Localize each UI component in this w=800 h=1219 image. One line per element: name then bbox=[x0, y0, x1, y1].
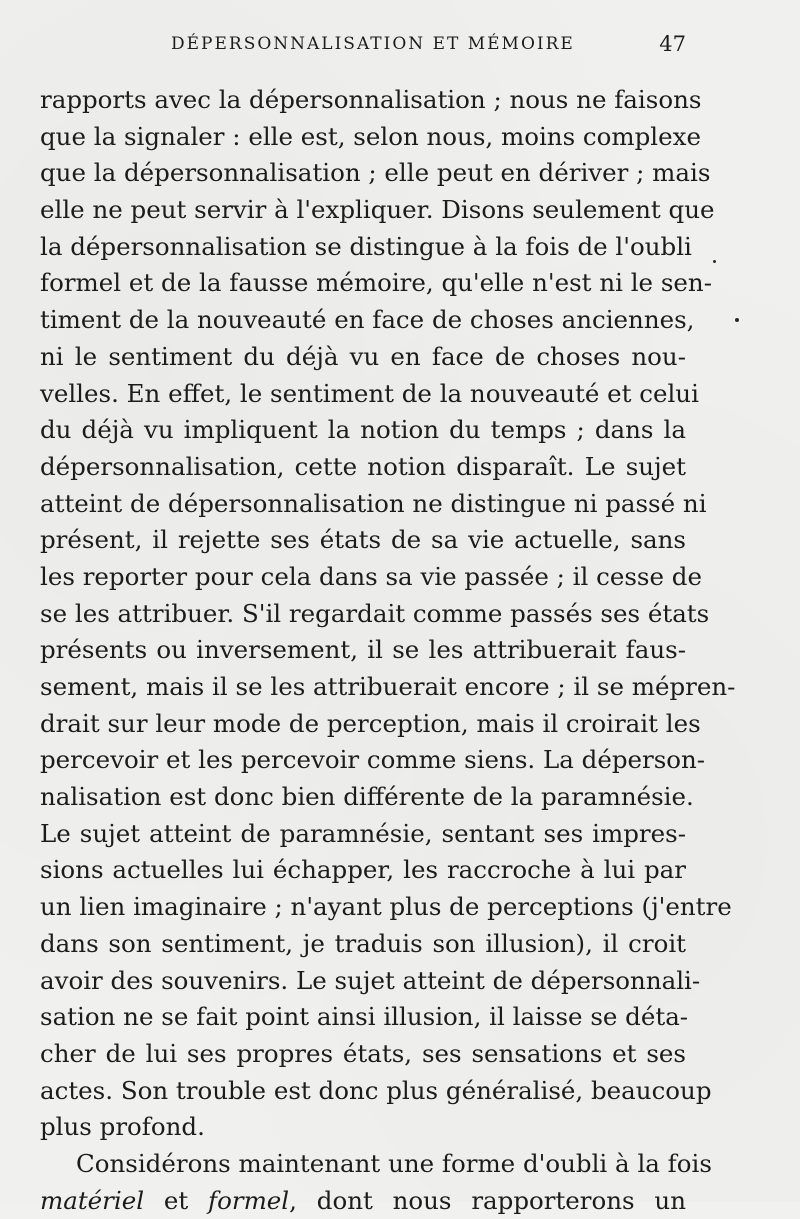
text-line: sation ne se fait point ainsi illusion, il laisse se déta- bbox=[40, 1002, 689, 1032]
text-line: que la signaler : elle est, selon nous, moins complexe bbox=[40, 121, 701, 151]
text-line: les reporter pour cela dans sa vie passée ; il cesse de bbox=[40, 561, 702, 591]
text-line: que la dépersonnalisation ; elle peut en dériver ; mais bbox=[40, 158, 711, 188]
text-line: avoir des souvenirs. Le sujet atteint de dépersonnali- bbox=[40, 965, 701, 995]
text-line: velles. En effet, le sentiment de la nouveauté et celui bbox=[40, 378, 699, 408]
text-line: atteint de dépersonnalisation ne distingue ni passé ni bbox=[40, 488, 707, 518]
text-fragment: , dont nous rapporterons un bbox=[289, 1185, 686, 1215]
running-head bbox=[40, 34, 686, 62]
text-line: présents ou inversement, il se les attribuerait faus- bbox=[40, 635, 686, 665]
text-line: se les attribuer. S'il regardait comme passés ses états bbox=[40, 598, 710, 628]
text-line: nalisation est donc bien différente de la paramnésie. bbox=[40, 782, 694, 812]
ink-speck bbox=[735, 318, 739, 322]
body-text bbox=[40, 82, 736, 1219]
running-title: DÉPERSONNALISATION ET MÉMOIRE bbox=[171, 34, 575, 54]
text-line: actes. Son trouble est donc plus généralisé, beaucoup bbox=[40, 1075, 712, 1105]
ink-speck bbox=[713, 260, 716, 263]
text-line: Le sujet atteint de paramnésie, sentant ses impres- bbox=[40, 818, 686, 848]
text-line: drait sur leur mode de perception, mais il croirait les bbox=[40, 708, 701, 738]
text-line: présent, il rejette ses états de sa vie actuelle, sans bbox=[40, 525, 686, 555]
paragraph-end-line: plus profond. bbox=[40, 1112, 205, 1142]
italic-term-materiel: matériel bbox=[40, 1185, 145, 1215]
italic-term-formel: formel bbox=[208, 1185, 290, 1215]
paragraph-start-line: Considérons maintenant une forme d'oubli à la fois bbox=[76, 1148, 712, 1178]
text-line: la dépersonnalisation se distingue à la fois de l'oubli bbox=[40, 231, 692, 261]
text-line: dans son sentiment, je traduis son illusion), il croit bbox=[40, 928, 686, 958]
text-line: elle ne peut servir à l'expliquer. Disons seulement que bbox=[40, 195, 715, 225]
text-line: sions actuelles lui échapper, les raccroche à lui par bbox=[40, 855, 686, 885]
text-line-italic-terms bbox=[40, 1183, 686, 1219]
text-line: un lien imaginaire ; n'ayant plus de perceptions (j'entre bbox=[40, 892, 732, 922]
text-line: cher de lui ses propres états, ses sensations et ses bbox=[40, 1038, 686, 1068]
text-line: du déjà vu impliquent la notion du temps ; dans la bbox=[40, 415, 686, 445]
text-line: percevoir et les percevoir comme siens. La déperson- bbox=[40, 745, 706, 775]
text-line: formel et de la fausse mémoire, qu'elle n'est ni le sen- bbox=[40, 268, 712, 298]
text-line: dépersonnalisation, cette notion disparaît. Le sujet bbox=[40, 451, 686, 481]
text-line: timent de la nouveauté en face de choses anciennes, bbox=[40, 305, 695, 335]
page-number: 47 bbox=[659, 32, 686, 56]
text-line: rapports avec la dépersonnalisation ; nous ne faisons bbox=[40, 85, 702, 114]
text-line: ni le sentiment du déjà vu en face de choses nou- bbox=[40, 341, 686, 371]
text-fragment: et bbox=[144, 1185, 209, 1215]
text-line: sement, mais il se les attribuerait encore ; il se mépren- bbox=[40, 672, 736, 701]
